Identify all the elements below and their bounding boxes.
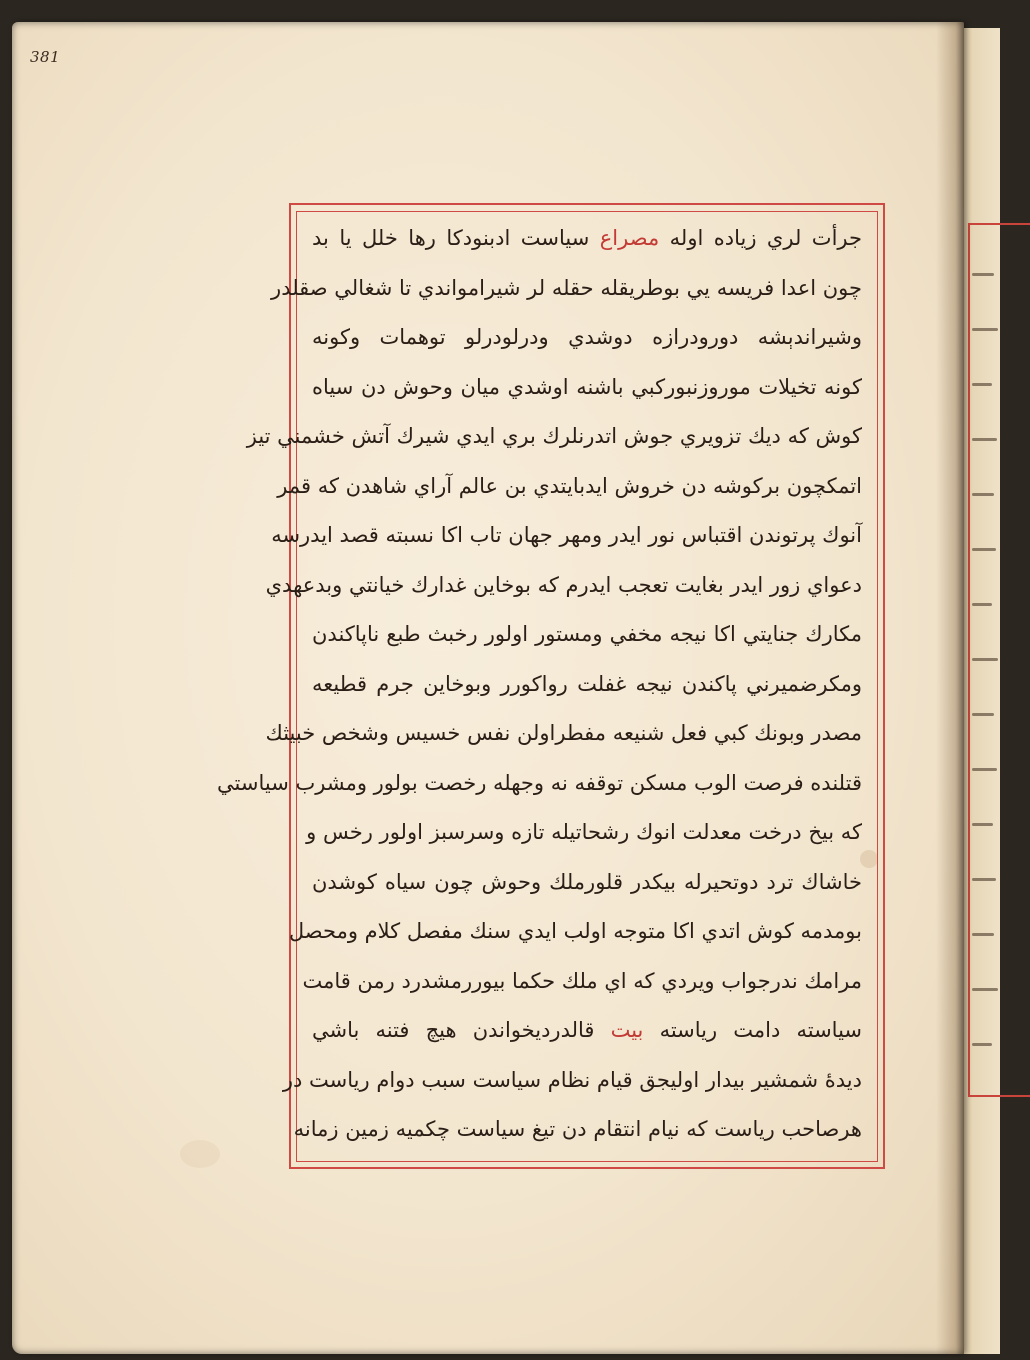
text-line (271, 268, 862, 308)
line-text-continued: سياست ادبنودكا رها خلل يا بد (312, 226, 590, 250)
line-text: كوش كه ديك تزويري جوش اتدرنلرك بري ايدي شيرك آتش خشمني تيز (246, 424, 862, 448)
facing-text-line (972, 713, 994, 716)
line-text: مكارك جنايتي اكا نيجه مخفي ومستور اولور رخبث طبع ناپاكندن (312, 622, 862, 646)
facing-text-line (972, 493, 994, 496)
facing-page-edge (960, 28, 1000, 1354)
text-block (217, 212, 862, 1160)
line-text: دعواي زور ايدر بغايت تعجب ايدرم كه بوخاين غدارك خيانتي وبدعهدي (265, 572, 862, 597)
line-text: چون اعدا فريسه يي بوطريقله حقله لر شيرامواندي تا شغالي صقلدر (271, 275, 862, 300)
folio-number: 381 (30, 48, 61, 66)
text-line (265, 713, 862, 753)
facing-text-line (972, 383, 992, 386)
line-text: سياسته دامت رياسته (659, 1018, 862, 1042)
text-line (312, 1010, 862, 1050)
text-line (288, 911, 862, 951)
rubric-heading: بيت (610, 1018, 644, 1042)
line-text: آنوك پرتوندن اقتباس نور ايدر ومهر جهان تاب اكا نسبته قصد ايدرسه (271, 523, 862, 547)
paper-stain (180, 1140, 220, 1168)
text-line (312, 862, 862, 902)
line-text: ومكرضميرني پاكندن نيجه غفلت رواكورر وبوخاين جرم قطيعه (312, 671, 862, 696)
line-text: بومدمه كوش اتدي اكا متوجه اولب ايدي سنك مفصل كلام ومحصل (288, 919, 862, 943)
text-line (282, 1060, 862, 1100)
text-line (217, 763, 862, 803)
facing-text-line (972, 768, 997, 771)
text-line (312, 664, 862, 704)
text-line (271, 515, 862, 555)
facing-text-line (972, 328, 998, 331)
facing-text-line (972, 933, 994, 936)
rubric-heading: مصراع (599, 226, 660, 250)
text-line (312, 614, 862, 654)
text-line (312, 367, 862, 407)
line-text: جرأت لري زياده اوله (669, 226, 862, 250)
text-line (277, 466, 862, 506)
text-line (312, 317, 862, 357)
facing-text-line (972, 823, 993, 826)
facing-text-line (972, 438, 997, 441)
line-text: اتمكچون بركوشه دن خروش ايدبايتدي بن عالم آراي شاهدن كه قمر (277, 473, 862, 498)
facing-text-line (972, 988, 998, 991)
line-text: خاشاك ترد دوتحيرله بيكدر قلورملك وحوش چون سياه كوشدن (312, 869, 862, 894)
line-text: كه بيخ درخت معدلت انوك رشحاتيله تازه وسرسبز اولور رخس و (306, 820, 862, 844)
line-text: ديدهٔ شمشير بيدار اوليجق قيام نظام سياست سبب دوام رياست در (282, 1067, 862, 1092)
facing-text-line (972, 273, 994, 276)
text-line (306, 812, 862, 852)
line-text: مرامك ندرجواب ويردي كه اي ملك حكما بيوررمشدرد رمن قامت (302, 968, 862, 993)
line-text: قتلنده فرصت الوب مسكن توقفه نه وجهله رخصت بولور ومشرب سياستي (217, 770, 862, 795)
text-line (312, 218, 862, 258)
facing-text-line (972, 658, 998, 661)
text-line (246, 416, 862, 456)
line-text-continued: قالدرديخواندن هيچ فتنه باشي (312, 1018, 595, 1042)
text-line (293, 1109, 862, 1149)
line-text: هرصاحب رياست كه نيام انتقام دن تيغ سياست چكميه زمين زمانه (293, 1117, 862, 1141)
facing-text-line (972, 548, 996, 551)
text-line (265, 565, 862, 605)
facing-text-line (972, 878, 996, 881)
facing-text-line (972, 603, 992, 606)
line-text: كونه تخيلات موروزنبوركبي باشنه اوشدي ميان وحوش دن سياه (312, 374, 862, 399)
line-text: وشيراندېشه دورودرازه دوشدي ودرلودرلو توهمات وكونه (312, 325, 862, 349)
facing-text-line (972, 1043, 992, 1046)
line-text: مصدر وبونك كبي فعل شنيعه مفطراولن نفس خسيس وشخص خبيثك (265, 721, 862, 745)
text-line (302, 961, 862, 1001)
